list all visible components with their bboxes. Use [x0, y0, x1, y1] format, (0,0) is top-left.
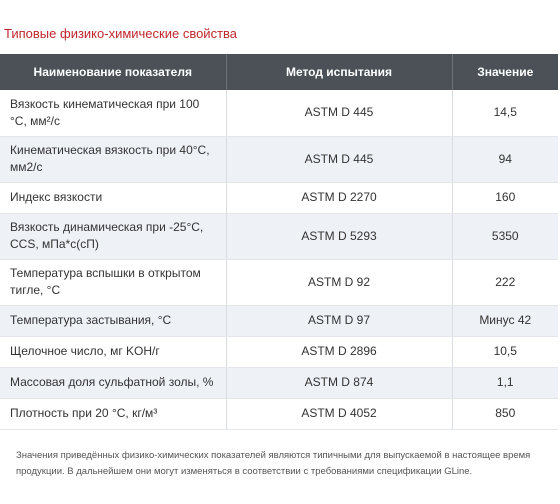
table-row	[0, 336, 558, 367]
table-row	[0, 213, 558, 259]
row-name: Индекс вязкости	[0, 182, 226, 213]
row-method: ASTM D 2270	[226, 182, 452, 213]
row-method: ASTM D 874	[226, 367, 452, 398]
row-name: Массовая доля сульфатной золы, %	[0, 367, 226, 398]
row-method: ASTM D 2896	[226, 336, 452, 367]
row-name: Кинематическая вязкость при 40°C, мм2/с	[0, 136, 226, 182]
table-row	[0, 136, 558, 182]
row-method: ASTM D 97	[226, 305, 452, 336]
row-value: 94	[452, 136, 558, 182]
table-row	[0, 305, 558, 336]
table-row	[0, 90, 558, 136]
row-value: 1,1	[452, 367, 558, 398]
row-value: 160	[452, 182, 558, 213]
row-method: ASTM D 5293	[226, 213, 452, 259]
table-row	[0, 398, 558, 429]
row-value: 222	[452, 259, 558, 305]
row-name: Щелочное число, мг KOH/г	[0, 336, 226, 367]
row-name: Вязкость динамическая при -25°C, CCS, мПа*с(сП)	[0, 213, 226, 259]
row-name: Плотность при 20 °C, кг/м³	[0, 398, 226, 429]
row-name: Вязкость кинематическая при 100 °C, мм²/с	[0, 90, 226, 136]
row-value: 14,5	[452, 90, 558, 136]
row-value: Минус 42	[452, 305, 558, 336]
section-title: Типовые физико-химические свойства	[4, 26, 238, 41]
row-method: ASTM D 445	[226, 136, 452, 182]
row-name: Температура застывания, °C	[0, 305, 226, 336]
row-value: 850	[452, 398, 558, 429]
header-value: Значение	[477, 65, 534, 79]
table-row	[0, 259, 558, 305]
table-row	[0, 182, 558, 213]
header-name: Наименование показателя	[0, 54, 226, 90]
row-name: Температура вспышки в открытом тигле, °C	[0, 259, 226, 305]
row-value: 10,5	[452, 336, 558, 367]
footnote: Значения приведённых физико-химических показателей являются типичными для выпускаемой в настоящее время продукции. В дальнейшем они могут изменяться в соответствии с требованиями спецификации GLine.	[16, 450, 531, 477]
row-method: ASTM D 445	[226, 90, 452, 136]
table-header-row	[0, 54, 558, 90]
row-method: ASTM D 92	[226, 259, 452, 305]
header-method: Метод испытания	[226, 54, 452, 90]
row-value: 5350	[452, 213, 558, 259]
properties-table	[0, 54, 558, 430]
table-row	[0, 367, 558, 398]
row-method: ASTM D 4052	[226, 398, 452, 429]
